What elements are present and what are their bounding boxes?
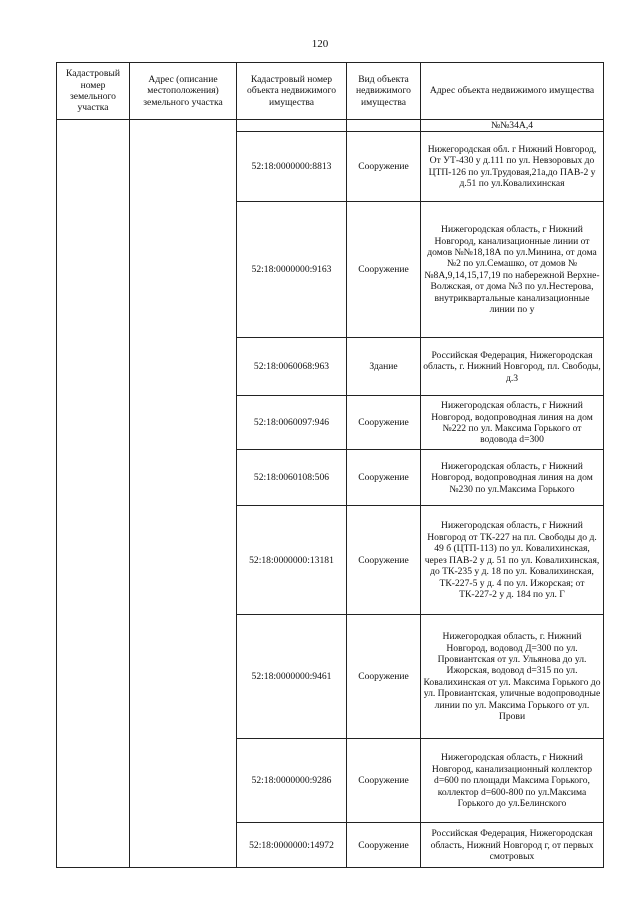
object-cadastral-number: 52:18:0060068:963 [237, 338, 347, 396]
land-cadastral-number-cell [57, 120, 130, 868]
object-type: Сооружение [347, 202, 421, 338]
object-address-text: Нижегородская область, г Нижний Новгород, водопроводная линия на дом №222 по ул. Максима Горького от водовода d=300 [431, 400, 593, 446]
object-address [421, 338, 604, 396]
object-address-text: Нижегородкая область, г. Нижний Новгород, водовод Д=300 по ул. Провиантская от ул. Ульянова до ул. Ижорская, водовод d=315 по ул. Ковалихинская от ул. Максима Горького до ул. Провиантская, уличные водопроводные линии по ул. Максима Горького от ул. Прови [423, 631, 601, 723]
object-address [421, 739, 604, 823]
object-cadastral-number: 52:18:0000000:9461 [237, 615, 347, 739]
object-cadastral-number: 52:18:0000000:13181 [237, 506, 347, 615]
object-address [421, 396, 604, 450]
object-address-text: Российская Федерация, Нижегородская область, Нижний Новгород г, от первых смотровых [430, 828, 594, 863]
land-address-cell [130, 120, 237, 868]
object-address [421, 615, 604, 739]
object-address [421, 450, 604, 506]
object-type: Сооружение [347, 450, 421, 506]
header-land-cadastral-number: Кадастровый номер земельного участка [57, 63, 130, 120]
object-type: Сооружение [347, 615, 421, 739]
object-cadastral-number: 52:18:0000000:8813 [237, 132, 347, 202]
object-address-text: Нижегородская обл. г Нижний Новгород, От УТ-430 у д.111 по ул. Невзоровых до ЦТП-126 по ул.Трудовая,21а,до ПАВ-2 у д.51 по ул.Ковалихинская [427, 144, 597, 190]
header-land-address: Адрес (описание местоположения) земельного участка [130, 63, 237, 120]
object-address [421, 132, 604, 202]
page-number: 120 [311, 38, 329, 50]
object-address-text: Нижегородская область, г Нижний Новгород, водопроводная линия на дом №230 по ул.Максима Горького [431, 460, 593, 495]
object-type: Сооружение [347, 396, 421, 450]
registry-table [56, 62, 604, 868]
header-object-address: Адрес объекта недвижимого имущества [421, 63, 604, 120]
header-object-type: Вид объекта недвижимого имущества [347, 63, 421, 120]
object-type: Сооружение [347, 132, 421, 202]
object-address-text: Нижегородская область, г Нижний Новгород, канализационный коллектор d=600 по площади Максима Горького, коллектор d=600-800 по ул.Максима Горького до ул.Белинского [431, 752, 593, 809]
object-cadastral-number: 52:18:0060097:946 [237, 396, 347, 450]
object-address-text: Российская Федерация, Нижегородская область, г. Нижний Новгород, пл. Свободы, д.3 [423, 349, 601, 384]
object-type: Сооружение [347, 506, 421, 615]
object-type: Сооружение [347, 823, 421, 868]
object-address-text: Нижегородская область, г Нижний Новгород, канализационные линии от домов №№18,18А по ул.Минина, от дома №2 по ул.Семашко, от домов №№8А,9,14,15,17,19 по набережной Верхне-Волжская, от дома №3 по ул.Нестерова, внутриквартальные канализационные линии по у [424, 224, 600, 316]
table-row [57, 120, 604, 132]
object-type: Здание [347, 338, 421, 396]
object-address-text: Нижегородская область, г Нижний Новгород от ТК-227 на пл. Свободы до д. 49 б (ЦТП-113) по ул. Ковалихинская, через ПАВ-2 у д. 51 по ул. Ковалихинская, до ТК-235 у д. 18 по ул. Ковалихинская, ТК-227-5 у д. 4 по ул. Ижорская; от ТК-227-2 у д. 184 по ул. Г [424, 520, 600, 600]
object-cadastral-number: 52:18:0060108:506 [237, 450, 347, 506]
object-cadastral-number: 52:18:0000000:9286 [237, 739, 347, 823]
object-cadastral-number: 52:18:0000000:9163 [237, 202, 347, 338]
object-address [421, 823, 604, 868]
object-cadastral-number [237, 120, 347, 132]
object-type: Сооружение [347, 739, 421, 823]
header-object-cadastral-number: Кадастровый номер объекта недвижимого имущества [237, 63, 347, 120]
object-type [347, 120, 421, 132]
object-address [421, 120, 604, 132]
table-header-row [57, 63, 604, 120]
object-address [421, 202, 604, 338]
object-address [421, 506, 604, 615]
object-address-text: №№34А,4 [490, 120, 534, 131]
object-cadastral-number: 52:18:0000000:14972 [237, 823, 347, 868]
